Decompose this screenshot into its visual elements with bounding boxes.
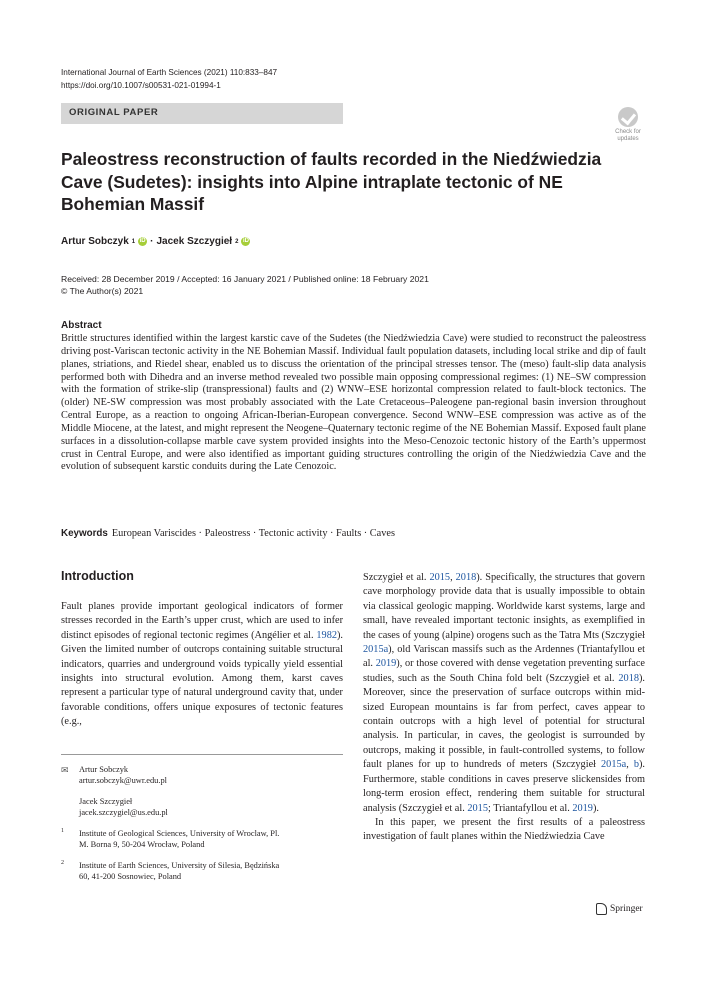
author-affiliation-marker: 2	[235, 238, 239, 245]
affiliation-line: M. Borna 9, 50-204 Wrocław, Poland	[79, 840, 205, 850]
text-run: ). Moreover, since the preservation of surface outcrops within mid-sized European mountains is far from perfect, caves appear to contain outcrops with a high level of potential for structural analysis. In particular, in caves, the geologist is surrounded by outcrops, making it possible, in fault-controlled systems, to follow fault planes for up to hundreds of meters (Szczygieł	[363, 672, 645, 771]
author-separator: ·	[150, 236, 154, 247]
citation-link[interactable]: 2018	[455, 572, 477, 583]
text-run: Szczygieł et al.	[363, 572, 430, 583]
citation-link[interactable]: 2015a	[601, 759, 627, 771]
affiliation-1	[79, 828, 279, 851]
text-run: ,	[626, 759, 634, 771]
citation-link[interactable]: 2015a	[363, 644, 389, 656]
citation-link[interactable]: 2019	[572, 802, 593, 814]
paragraph	[363, 571, 645, 816]
article-title: Paleostress reconstruction of faults recorded in the Niedźwiedzia Cave (Sudetes): insights into Alpine intraplate tectonic of NE Bohemian Massif	[61, 149, 602, 214]
envelope-icon: ✉	[61, 765, 69, 775]
footnote-divider	[61, 754, 343, 755]
journal-header	[61, 66, 277, 92]
journal-citation: International Journal of Earth Sciences (2021) 110:833–847	[61, 68, 278, 77]
citation-link[interactable]: 1982	[316, 629, 337, 641]
text-run: Fault planes provide important geological indicators of former stresses recorded in the Earth’s upper crust, which are used to infer distinct episodes of regional tectonic regimes (Angélier et al.	[61, 601, 343, 641]
publication-history	[61, 273, 429, 297]
contact-name: Artur Sobczyk	[79, 765, 129, 774]
citation-link[interactable]: 2018	[618, 672, 639, 684]
keywords	[61, 528, 395, 539]
check-for-updates-badge[interactable]	[612, 107, 644, 143]
text-run: ,	[450, 572, 456, 583]
text-run: ). Specifically, the structures that govern cave morphology provide data that is usually impossible to obtain via classical geologic mapping. Worldwide karst systems, large and small, have revealed important tectonic insights, as exemplified in the cases of young (alpine) orogens such as the Tatra Mts (Szczygieł	[363, 572, 645, 641]
keywords-list: European Variscides · Paleostress · Tectonic activity · Faults · Caves	[111, 528, 395, 539]
paragraph	[61, 600, 343, 730]
citation-link[interactable]: 2015	[467, 802, 488, 814]
abstract-text: Brittle structures identified within the largest karstic cave of the Sudetes (the Niedźwiedzia Cave) were studied to reconstruct the paleostress driving post-Variscan tectonic activity in the NE Bohemian Massif. Individual fault population datasets, including local strike and dip of fault planes, striations, and Riedel shear, enabled us to discuss the orientation of the principal stresses tensor. The (meso) fault-slip data analysis performed both with Dihedra and an inverse method revealed two possible main opposing compressional regimes: (1) NE–SW compression with the formation of strike-slip (transpressional) faults and (2) WNW–ESE horizontal compression related to fault-block tectonics. The (older) NE-SW compression was most probably associated with the Late Cretaceous–Paleogene pan-regional basin inversion throughout Central Europe, as a reaction to ongoing African-Iberian-European convergence. Second WNW–ESE compression was active as of the Middle Miocene, at the latest, and might represent the Neogene–Quaternary tectonic regime of the NE Bohemian Massif. Exposed fault plane surfaces in a dissolution-collapse marble cave system provided insights into the Meso-Cenozoic tectonic history of the Earth’s uppermost crust in Central Europe, and were also identified as important guiding structures controlling the origin of the Niedźwiedzia Cave and the evolution of subsequent karstic conduits during the Late Cenozoic.	[61, 333, 646, 473]
author-name[interactable]: Artur Sobczyk	[61, 236, 129, 247]
springer-horse-icon	[596, 903, 607, 915]
citation-link[interactable]: 2015	[429, 572, 451, 583]
check-updates-label: Check for updates	[615, 129, 641, 142]
publisher-name: Springer	[610, 904, 643, 914]
text-run: ).	[592, 802, 599, 814]
contact-name: Jacek Szczygieł	[79, 797, 133, 806]
right-column-text	[363, 571, 645, 845]
corresponding-author-1	[79, 764, 167, 787]
contact-email[interactable]: artur.sobczyk@uwr.edu.pl	[79, 776, 167, 786]
doi-link[interactable]: https://doi.org/10.1007/s00531-021-01994-1	[61, 81, 221, 90]
orcid-icon[interactable]: iD	[242, 238, 249, 244]
paragraph: In this paper, we present the first results of a paleostress investigation of fault planes within the Niedźwiedzia Cave	[363, 816, 645, 843]
left-column-text	[61, 600, 343, 730]
article-dates: Received: 28 December 2019 / Accepted: 16 January 2021 / Published online: 18 February 2021	[61, 274, 429, 284]
contact-email[interactable]: jacek.szczygiel@us.edu.pl	[79, 808, 168, 818]
citation-link[interactable]: b	[633, 759, 639, 771]
article-type-banner	[61, 103, 343, 124]
citation-link[interactable]: 2019	[375, 658, 397, 670]
affiliation-2	[79, 860, 279, 883]
keywords-label: Keywords	[61, 528, 108, 539]
text-run: ; Triantafyllou et al.	[487, 802, 573, 814]
affiliation-line: Institute of Geological Sciences, University of Wroclaw, Pl.	[79, 829, 280, 838]
affiliation-number: 1	[61, 828, 64, 834]
abstract-heading: Abstract	[61, 320, 102, 331]
check-updates-icon	[618, 107, 638, 127]
text-run: ), or those covered with dense vegetation preventing surface studies, such as the South China fold belt (Szczygieł et al.	[363, 658, 645, 684]
publisher-logo	[596, 903, 643, 915]
corresponding-author-2	[79, 796, 168, 819]
affiliation-number: 2	[61, 860, 64, 866]
author-name[interactable]: Jacek Szczygieł	[156, 236, 233, 247]
copyright-line: © The Author(s) 2021	[61, 286, 144, 296]
text-run: ). Given the limited number of outcrops containing suitable structural indicators, quarries and underground voids typically yield essential insights into structural evolution. Among them, karst caves represent a particular type of natural underground cavity that, under favorable conditions, offers unique exposures of tectonic features (e.g.,	[61, 629, 343, 728]
orcid-icon[interactable]: iD	[139, 238, 146, 244]
author-affiliation-marker: 1	[131, 238, 136, 245]
text-run: ), old Variscan massifs such as the Ardennes (Triantafyllou et al.	[363, 644, 645, 670]
article-type-label: ORIGINAL PAPER	[69, 107, 159, 118]
text-run: ). Furthermore, stable conditions in caves preserve slickensides from long-term erosion effect, rendering them suitable for structural analysis (Szczygieł et al.	[363, 759, 645, 814]
affiliation-line: 60, 41-200 Sosnowiec, Poland	[79, 872, 182, 882]
affiliation-line: Institute of Earth Sciences, University of Silesia, Będzińska	[79, 861, 280, 870]
introduction-heading: Introduction	[61, 569, 134, 583]
author-list	[61, 236, 250, 247]
